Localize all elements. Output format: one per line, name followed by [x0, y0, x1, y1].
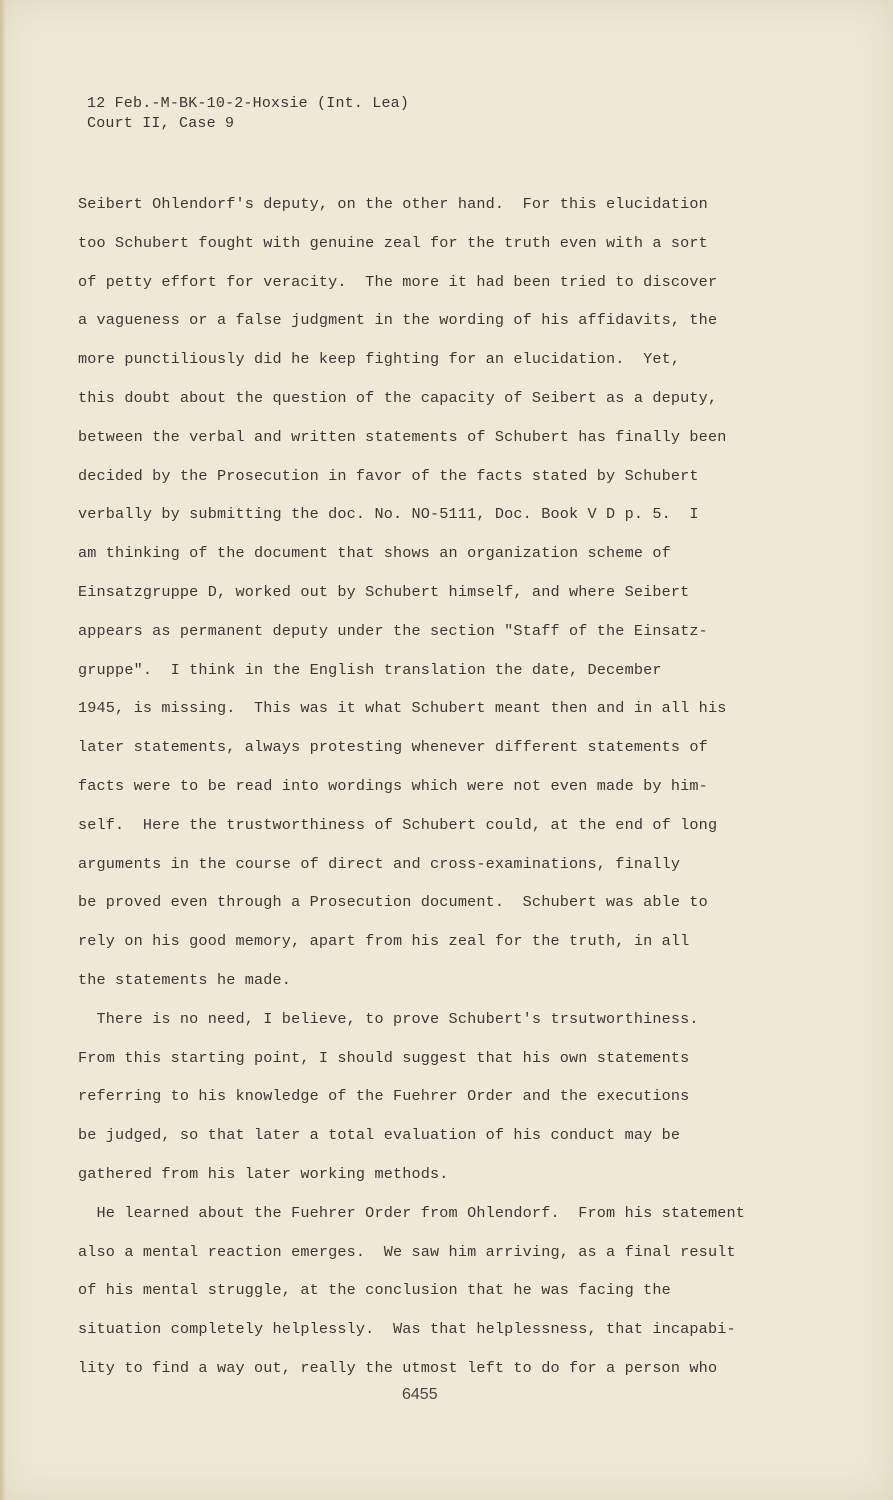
text-line: He learned about the Fuehrer Order from Ohlendorf. From his statement	[78, 1203, 746, 1222]
header-court-case: Court II, Case 9	[87, 115, 235, 132]
text-line: facts were to be read into wordings which were not even made by him-	[78, 776, 708, 795]
text-line: lity to find a way out, really the utmost left to do for a person who	[78, 1358, 718, 1377]
page-edge-shadow	[0, 0, 6, 1500]
text-line: decided by the Prosecution in favor of the facts stated by Schubert	[78, 466, 699, 485]
text-line: be judged, so that later a total evaluation of his conduct may be	[78, 1126, 681, 1145]
text-line: gruppe". I think in the English translation the date, December	[78, 660, 662, 679]
body-text	[78, 192, 778, 1395]
text-line: self. Here the trustworthiness of Schubert could, at the end of long	[78, 815, 718, 834]
header-reference: 12 Feb.-M-BK-10-2-Hoxsie (Int. Lea)	[87, 95, 410, 112]
text-line: rely on his good memory, apart from his zeal for the truth, in all	[78, 932, 690, 951]
text-line: am thinking of the document that shows an organization scheme of	[78, 544, 671, 563]
text-line: arguments in the course of direct and cross-examinations, finally	[78, 854, 681, 873]
text-line: between the verbal and written statements of Schubert has finally been	[78, 427, 727, 446]
text-line: situation completely helplessly. Was that helplessness, that incapabi-	[78, 1320, 736, 1339]
text-line: more punctiliously did he keep fighting for an elucidation. Yet,	[78, 350, 681, 369]
text-line: appears as permanent deputy under the section "Staff of the Einsatz-	[78, 621, 708, 640]
text-line: There is no need, I believe, to prove Schubert's trsutworthiness.	[78, 1009, 699, 1028]
text-line: Seibert Ohlendorf's deputy, on the other hand. For this elucidation	[78, 195, 708, 213]
text-line: of petty effort for veracity. The more it had been tried to discover	[78, 272, 718, 291]
text-line: later statements, always protesting whenever different statements of	[78, 738, 708, 757]
page-number: 6455	[402, 1386, 438, 1403]
text-line: too Schubert fought with genuine zeal for the truth even with a sort	[78, 233, 708, 252]
document-header	[87, 94, 409, 134]
text-line: referring to his knowledge of the Fuehrer Order and the executions	[78, 1087, 690, 1106]
text-line: of his mental struggle, at the conclusion that he was facing the	[78, 1281, 671, 1300]
text-line: the statements he made.	[78, 970, 292, 989]
text-line: this doubt about the question of the capacity of Seibert as a deputy,	[78, 388, 718, 407]
text-line: Einsatzgruppe D, worked out by Schubert himself, and where Seibert	[78, 582, 690, 601]
text-line: 1945, is missing. This was it what Schubert meant then and in all his	[78, 699, 727, 718]
text-line: a vagueness or a false judgment in the wording of his affidavits, the	[78, 311, 718, 330]
text-line: verbally by submitting the doc. No. NO-5111, Doc. Book V D p. 5. I	[78, 505, 699, 524]
text-line: be proved even through a Prosecution document. Schubert was able to	[78, 893, 708, 912]
text-line: gathered from his later working methods.	[78, 1164, 449, 1183]
text-line: From this starting point, I should suggest that his own statements	[78, 1048, 690, 1067]
text-line: also a mental reaction emerges. We saw him arriving, as a final result	[78, 1242, 736, 1261]
